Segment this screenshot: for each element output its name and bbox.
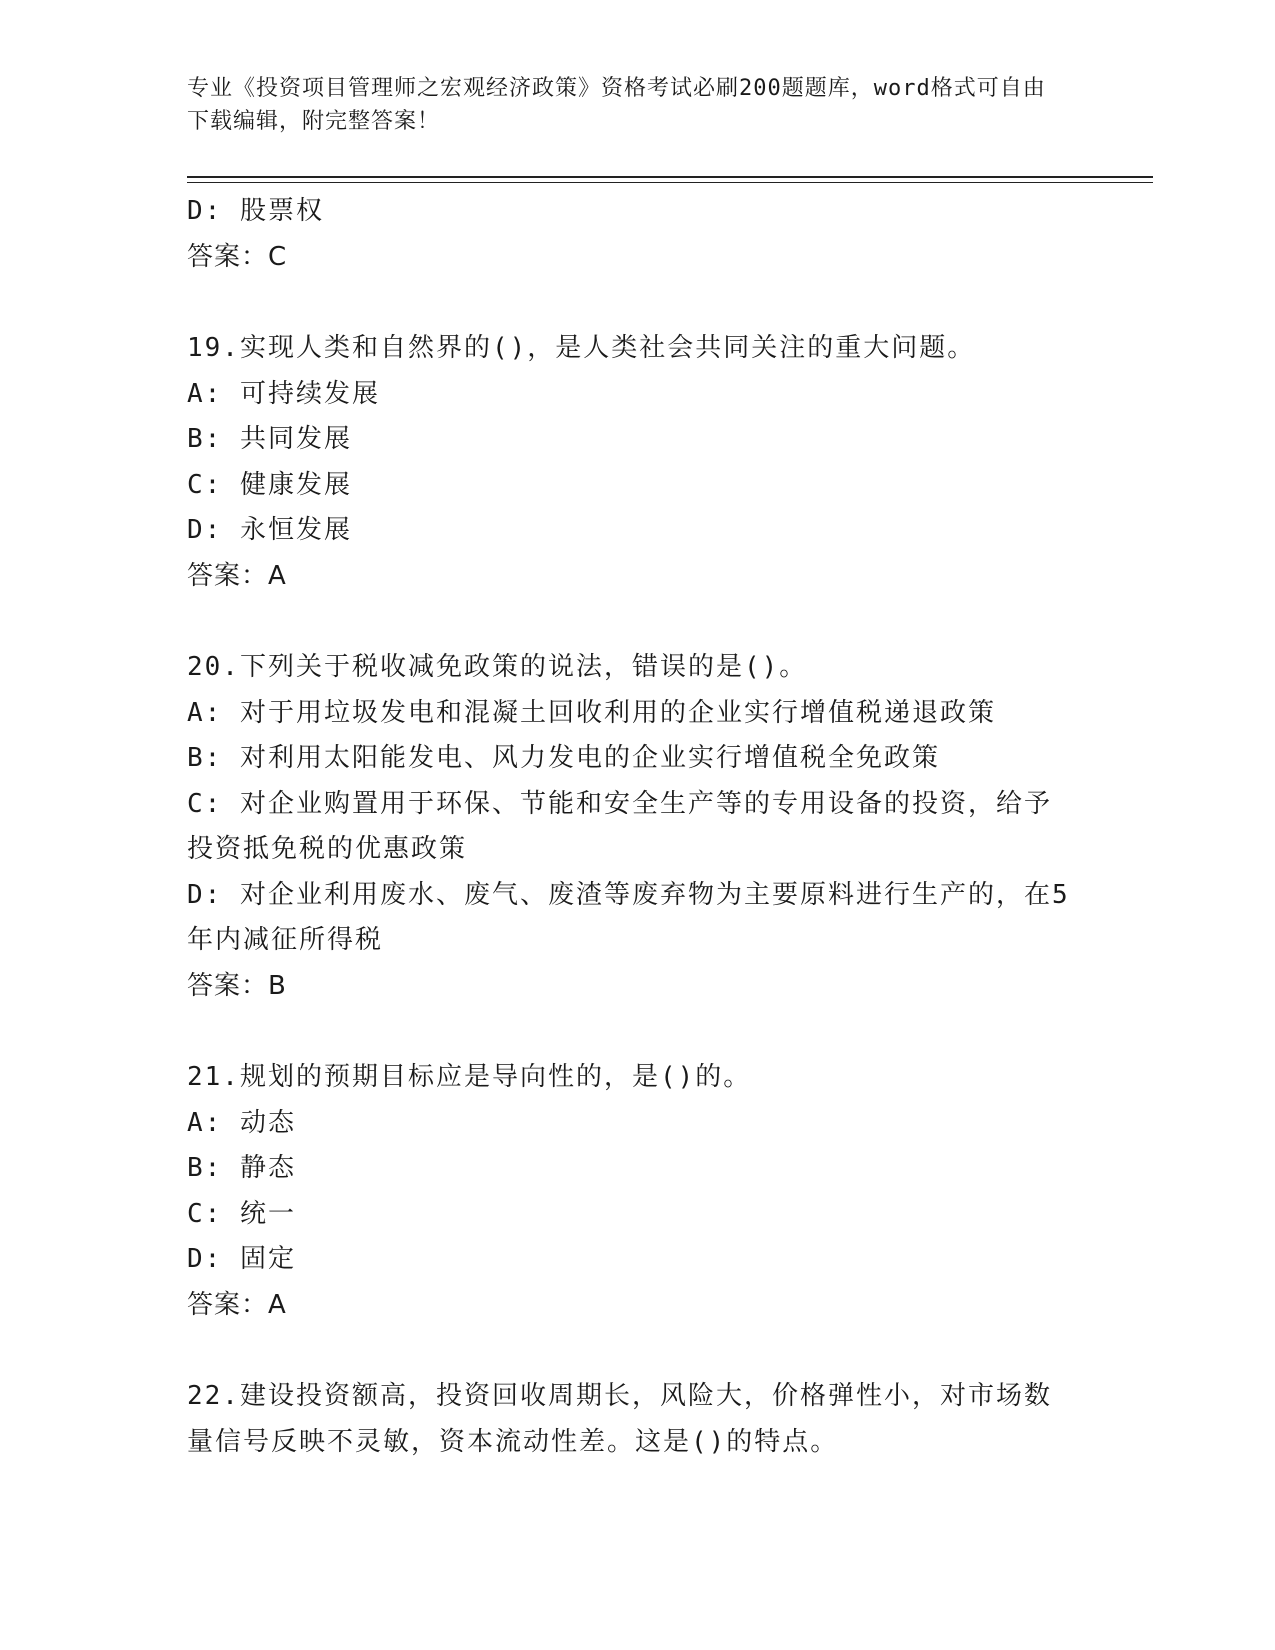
option-c: C: 对企业购置用于环保、节能和安全生产等的专用设备的投资，给予投资抵免税的优惠政策 — [187, 788, 1052, 864]
question-stem: 22.建设投资额高，投资回收周期长，风险大，价格弹性小，对市场数量信号反映不灵敏，资本流动性差。这是()的特点。 — [187, 1381, 1052, 1457]
answer: 答案：A — [187, 560, 287, 591]
option-b: B: 共同发展 — [187, 424, 352, 454]
option-c: C: 统一 — [187, 1198, 296, 1229]
option-a: A: 动态 — [187, 1107, 296, 1138]
header-rule-thick — [187, 176, 1153, 178]
question-22 — [187, 1374, 1087, 1465]
option-b: B: 静态 — [187, 1153, 296, 1183]
question-stem: 21.规划的预期目标应是导向性的，是()的。 — [187, 1062, 752, 1092]
option-d: D: 固定 — [187, 1244, 296, 1274]
question-list — [187, 189, 1087, 1465]
option-a: A: 对于用垃圾发电和混凝土回收利用的企业实行增值税递退政策 — [187, 697, 996, 728]
answer: 答案：C — [187, 241, 288, 272]
question-stem: 20.下列关于税收减免政策的说法，错误的是()。 — [187, 652, 808, 682]
option-d: D: 股票权 — [187, 196, 324, 226]
header-rule-thin — [187, 182, 1153, 183]
option-a: A: 可持续发展 — [187, 378, 380, 409]
question-stem: 19.实现人类和自然界的()，是人类社会共同关注的重大问题。 — [187, 333, 976, 363]
option-c: C: 健康发展 — [187, 469, 352, 500]
question-20 — [187, 645, 1087, 1009]
question-19 — [187, 326, 1087, 599]
answer: 答案：A — [187, 1289, 287, 1320]
page-header: 专业《投资项目管理师之宏观经济政策》资格考试必刷200题题库，word格式可自由下载编辑，附完整答案！ — [187, 76, 1046, 134]
option-d: D: 永恒发展 — [187, 515, 352, 545]
answer: 答案：B — [187, 970, 287, 1001]
option-d: D: 对企业利用废水、废气、废渣等废弃物为主要原料进行生产的，在5年内减征所得税 — [187, 879, 1070, 955]
question-21 — [187, 1055, 1087, 1328]
option-b: B: 对利用太阳能发电、风力发电的企业实行增值税全免政策 — [187, 743, 940, 773]
